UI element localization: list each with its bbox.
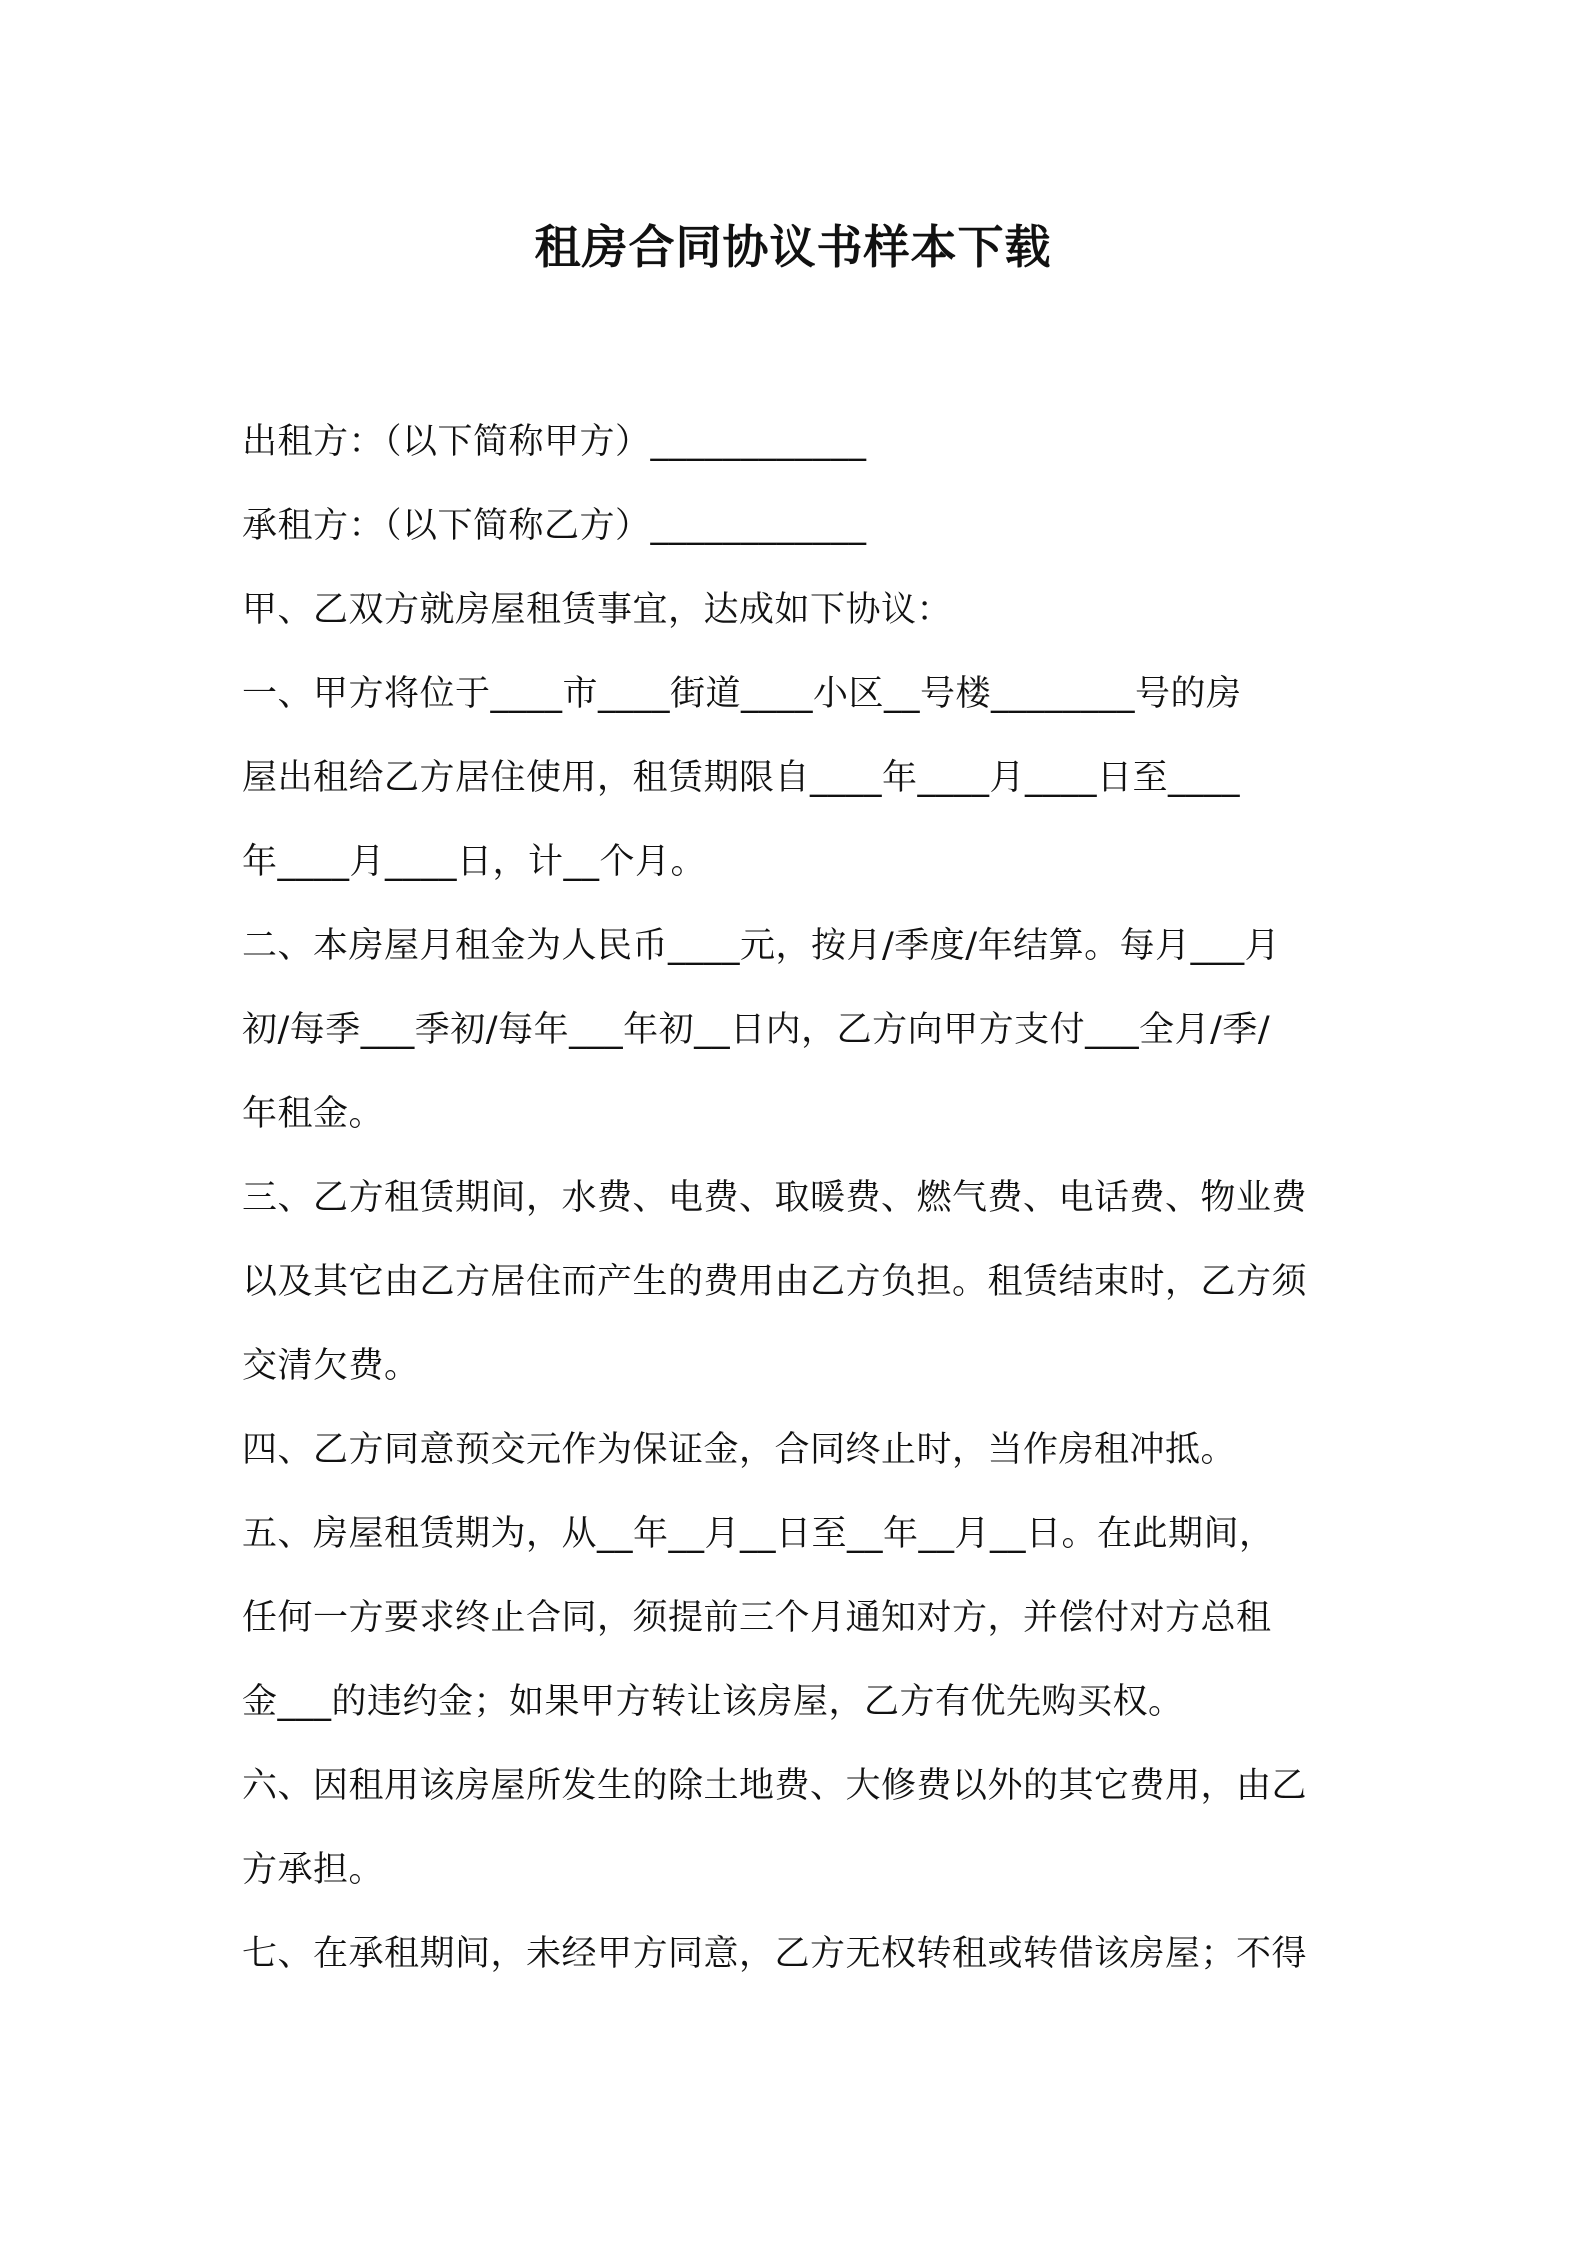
text-line-party-a: 出租方：（以下简称甲方）____________	[242, 422, 867, 462]
clause-5-line-1: 五、房屋租赁期为，从__年__月__日至__年__月__日。在此期间，	[242, 1514, 1275, 1554]
clause-1-line-3: 年____月____日，计__个月。	[242, 842, 707, 882]
clause-2-line-2: 初/每季___季初/每年___年初__日内，乙方向甲方支付___全月/季/	[242, 1010, 1271, 1050]
text-line-agreement-intro: 甲、乙双方就房屋租赁事宜，达成如下协议：	[242, 590, 953, 630]
clause-5-line-2: 任何一方要求终止合同，须提前三个月通知对方，并偿付对方总租	[242, 1598, 1272, 1638]
clause-3-line-3: 交清欠费。	[242, 1346, 420, 1386]
clause-3-line-1: 三、乙方租赁期间，水费、电费、取暖费、燃气费、电话费、物业费	[242, 1178, 1308, 1218]
clause-2-line-1: 二、本房屋月租金为人民币____元，按月/季度/年结算。每月___月	[242, 926, 1281, 966]
clause-3-line-2: 以及其它由乙方居住而产生的费用由乙方负担。租赁结束时，乙方须	[242, 1262, 1308, 1302]
clause-2-line-3: 年租金。	[242, 1094, 385, 1134]
text-line-party-b: 承租方：（以下简称乙方）____________	[242, 506, 867, 546]
clause-1-line-1: 一、甲方将位于____市____街道____小区__号楼________号的房	[242, 674, 1242, 714]
clause-1-line-2: 屋出租给乙方居住使用，租赁期限自____年____月____日至____	[242, 758, 1241, 798]
document-body	[242, 400, 1362, 1996]
document-title: 租房合同协议书样本下载	[534, 220, 1052, 274]
clause-6-line-1: 六、因租用该房屋所发生的除土地费、大修费以外的其它费用，由乙	[242, 1766, 1308, 1806]
clause-6-line-2: 方承担。	[242, 1850, 385, 1890]
clause-5-line-3: 金___的违约金；如果甲方转让该房屋，乙方有优先购买权。	[242, 1682, 1184, 1722]
clause-4-line-1: 四、乙方同意预交元作为保证金，合同终止时，当作房租冲抵。	[242, 1430, 1237, 1470]
clause-7-line-1: 七、在承租期间，未经甲方同意，乙方无权转租或转借该房屋；不得	[242, 1934, 1308, 1974]
